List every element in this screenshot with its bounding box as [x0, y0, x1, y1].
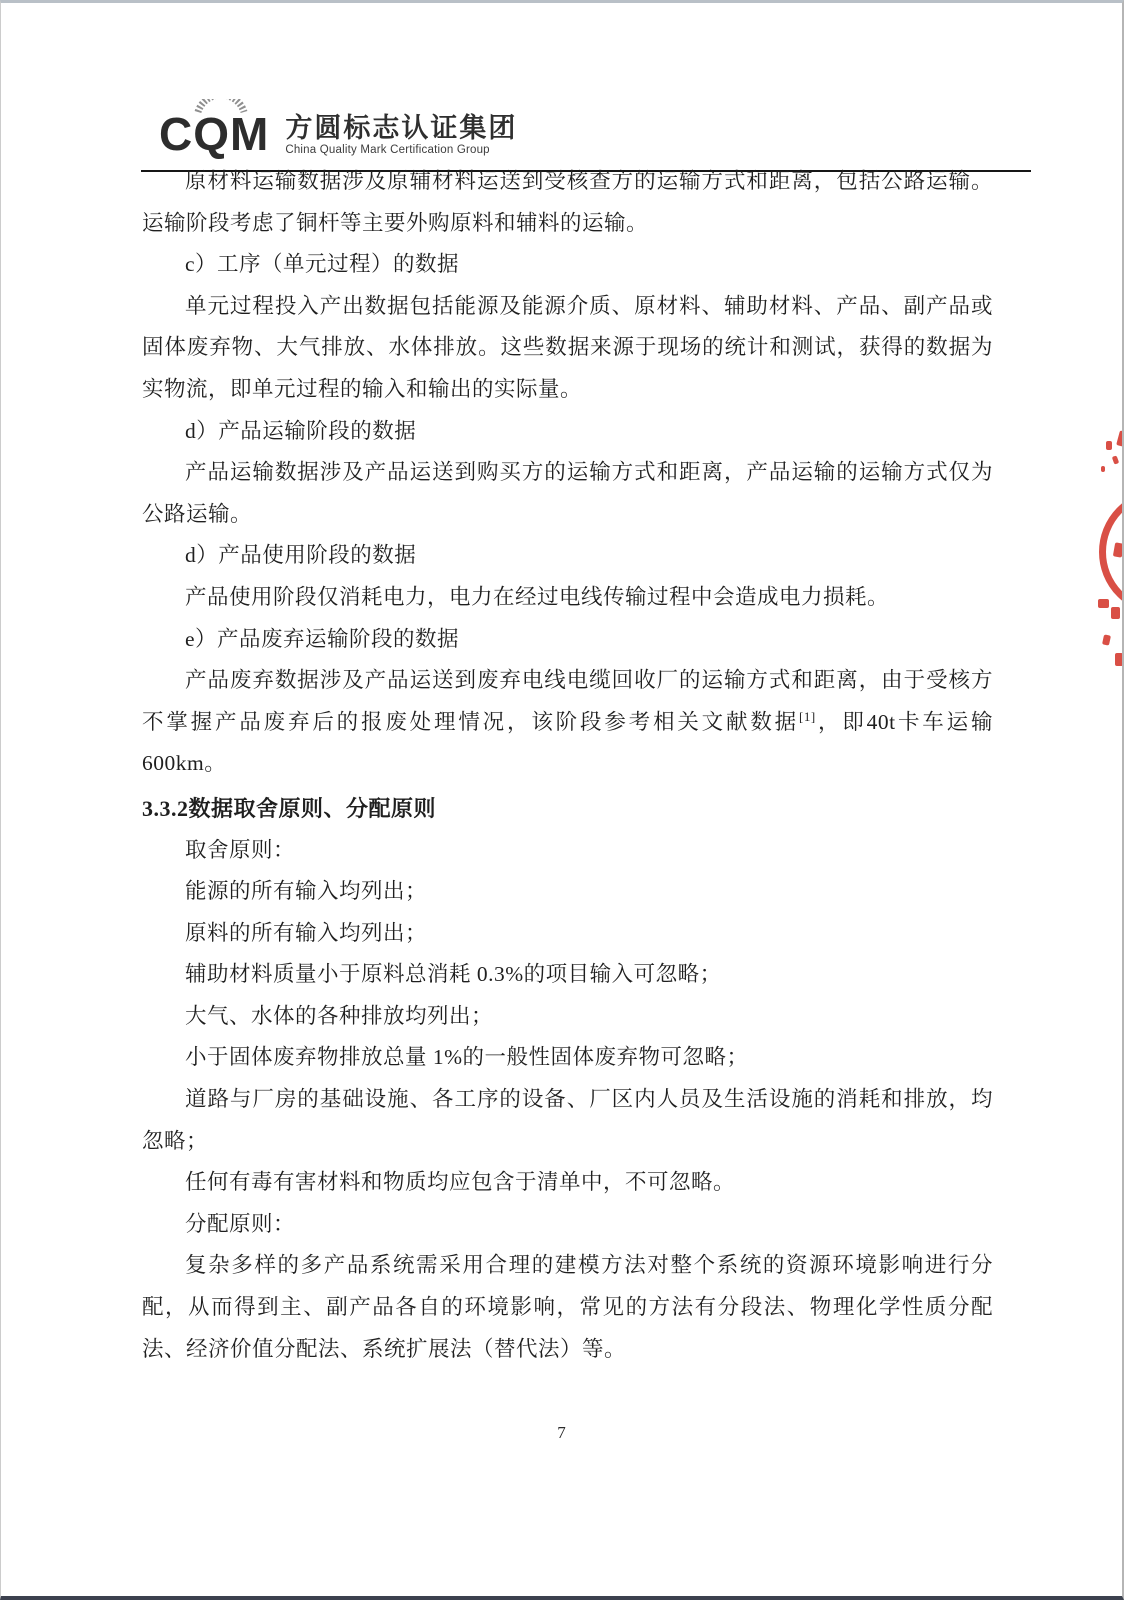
- logo-name-chinese: 方圆标志认证集团: [285, 113, 518, 143]
- paragraph: 产品运输数据涉及产品运送到购买方的运输方式和距离，产品运输的运输方式仅为公路运输。: [142, 460, 993, 526]
- cqm-logo-names: [285, 99, 517, 157]
- document-body: [142, 161, 993, 1370]
- paragraph: 取舍原则：: [185, 837, 296, 862]
- list-heading-c: c）工序（单元过程）的数据: [185, 252, 460, 277]
- cqm-logo-text: CQM: [159, 108, 270, 160]
- page-header: [159, 99, 518, 160]
- paragraph: 任何有毒有害材料和物质均应包含于清单中，不可忽略。: [185, 1170, 736, 1195]
- cqm-logo: [159, 99, 270, 160]
- paragraph-with-footnote: [142, 660, 993, 785]
- paragraph-text: 产品废弃数据涉及产品运送到废弃电线电缆回收厂的运输方式和距离，由于受核方不掌握产品废弃后的报废处理情况，该阶段参考相关文献数据: [142, 668, 993, 734]
- paragraph: 大气、水体的各种排放均列出；: [185, 1003, 494, 1028]
- section-heading-3-3-2: 3.3.2数据取舍原则、分配原则: [142, 795, 437, 821]
- paragraph: 复杂多样的多产品系统需采用合理的建模方法对整个系统的资源环境影响进行分配，从而得到主、副产品各自的环境影响，常见的方法有分段法、物理化学性质分配法、经济价值分配法、系统扩展法（替代法）等。: [142, 1253, 993, 1361]
- seal-mark-icon: [1101, 466, 1105, 472]
- seal-mark-icon: [1102, 634, 1111, 645]
- seal-mark-icon: [1113, 542, 1124, 557]
- paragraph: 原料的所有输入均列出；: [185, 920, 428, 945]
- list-heading-d2: d）产品使用阶段的数据: [185, 543, 417, 568]
- seal-mark-icon: [1116, 430, 1124, 446]
- seal-mark-icon: [1115, 653, 1123, 666]
- paragraph-text: ，即40t卡车运输600km。: [142, 709, 993, 776]
- page-number: 7: [557, 1423, 566, 1442]
- paragraph: 辅助材料质量小于原料总消耗 0.3%的项目输入可忽略；: [185, 962, 722, 987]
- list-heading-e: e）产品废弃运输阶段的数据: [185, 626, 460, 651]
- seal-mark-icon: [1111, 607, 1120, 619]
- paragraph: 单元过程投入产出数据包括能源及能源介质、原材料、辅助材料、产品、副产品或固体废弃物、大气排放、水体排放。这些数据来源于现场的统计和测试，获得的数据为实物流，即单元过程的输入和输出的实际量。: [142, 293, 993, 401]
- logo-name-english: China Quality Mark Certification Group: [285, 144, 490, 156]
- paragraph: 原材料运输数据涉及原辅材料运送到受核查方的运输方式和距离，包括公路运输。运输阶段考虑了铜杆等主要外购原料和辅料的运输。: [142, 169, 993, 235]
- paragraph: 能源的所有输入均列出；: [185, 879, 428, 904]
- seal-mark-icon: [1112, 455, 1119, 464]
- seal-mark-icon: [1098, 599, 1109, 608]
- paragraph: 小于固体废弃物排放总量 1%的一般性固体废弃物可忽略；: [185, 1045, 749, 1070]
- page-footer: [1, 1423, 1122, 1443]
- paragraph: 产品使用阶段仅消耗电力，电力在经过电线传输过程中会造成电力损耗。: [185, 584, 890, 609]
- cqm-logo-arc-icon: [193, 99, 249, 113]
- footnote-reference: [1]: [799, 708, 816, 724]
- seal-mark-icon: [1106, 441, 1112, 450]
- paragraph: 分配原则：: [185, 1211, 296, 1236]
- paragraph: 道路与厂房的基础设施、各工序的设备、厂区内人员及生活设施的消耗和排放，均忽略；: [142, 1087, 993, 1153]
- list-heading-d: d）产品运输阶段的数据: [185, 418, 417, 443]
